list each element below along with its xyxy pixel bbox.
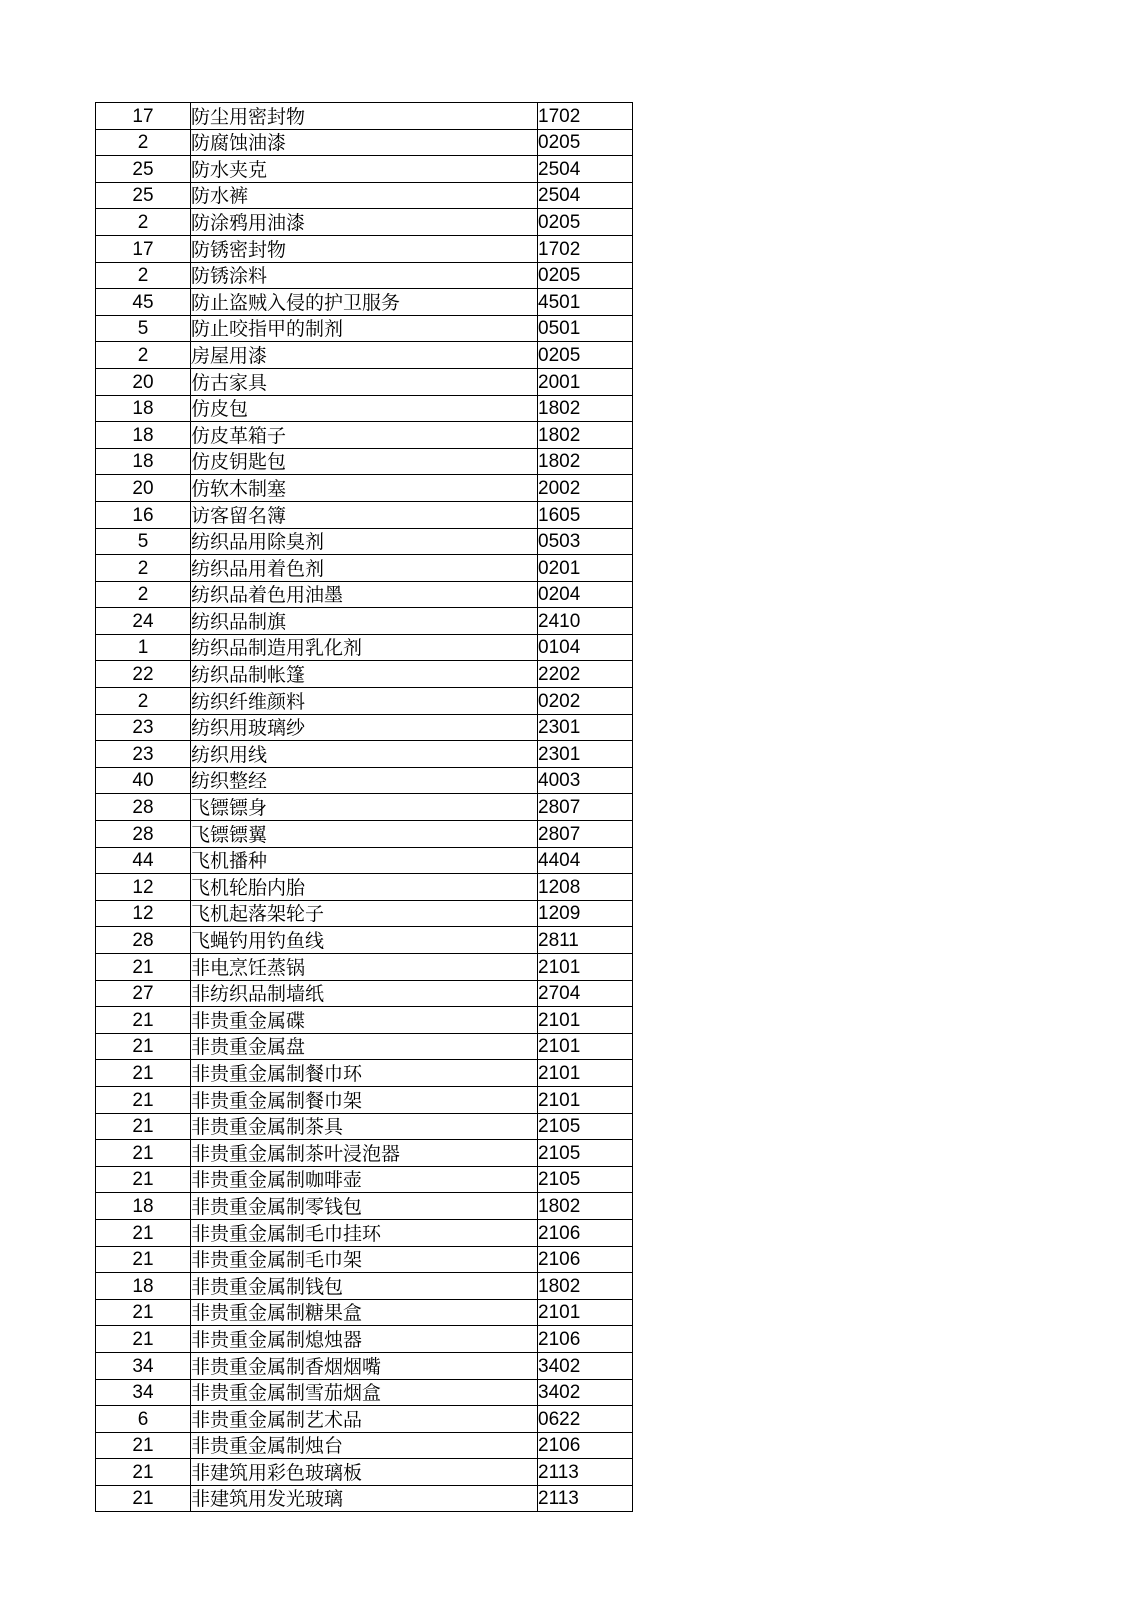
class-number-cell: 16 — [96, 501, 191, 528]
goods-name-cell: 飞镖镖身 — [191, 794, 538, 821]
group-code-cell: 1702 — [538, 235, 633, 262]
table-row — [96, 1406, 633, 1433]
group-code-cell: 2704 — [538, 980, 633, 1007]
class-number-cell: 28 — [96, 794, 191, 821]
table-row — [96, 501, 633, 528]
goods-name-cell: 防尘用密封物 — [191, 103, 538, 130]
goods-name-cell: 非贵重金属制毛巾架 — [191, 1246, 538, 1273]
group-code-cell: 2807 — [538, 794, 633, 821]
class-number-cell: 24 — [96, 608, 191, 635]
class-number-cell: 18 — [96, 422, 191, 449]
goods-name-cell: 访客留名簿 — [191, 501, 538, 528]
class-number-cell: 2 — [96, 129, 191, 156]
class-number-cell: 17 — [96, 235, 191, 262]
group-code-cell: 2113 — [538, 1459, 633, 1486]
goods-name-cell: 纺织用线 — [191, 741, 538, 768]
goods-name-cell: 非贵重金属制香烟烟嘴 — [191, 1352, 538, 1379]
goods-name-cell: 非建筑用彩色玻璃板 — [191, 1459, 538, 1486]
table-row — [96, 980, 633, 1007]
class-number-cell: 40 — [96, 767, 191, 794]
class-number-cell: 12 — [96, 874, 191, 901]
table-row — [96, 475, 633, 502]
class-number-cell: 21 — [96, 1033, 191, 1060]
table-row — [96, 954, 633, 981]
goods-name-cell: 纺织纤维颜料 — [191, 688, 538, 715]
class-number-cell: 21 — [96, 1166, 191, 1193]
goods-name-cell: 飞蝇钓用钓鱼线 — [191, 927, 538, 954]
table-row — [96, 1033, 633, 1060]
class-number-cell: 6 — [96, 1406, 191, 1433]
group-code-cell: 2105 — [538, 1140, 633, 1167]
goods-name-cell: 非贵重金属制糖果盒 — [191, 1299, 538, 1326]
group-code-cell: 0204 — [538, 581, 633, 608]
goods-name-cell: 纺织品用着色剂 — [191, 555, 538, 582]
table-row — [96, 741, 633, 768]
class-number-cell: 23 — [96, 714, 191, 741]
class-number-cell: 21 — [96, 1459, 191, 1486]
class-number-cell: 21 — [96, 1246, 191, 1273]
group-code-cell: 4404 — [538, 847, 633, 874]
table-row — [96, 874, 633, 901]
group-code-cell: 1208 — [538, 874, 633, 901]
goods-name-cell: 仿皮包 — [191, 395, 538, 422]
class-number-cell: 1 — [96, 634, 191, 661]
goods-name-cell: 防涂鸦用油漆 — [191, 209, 538, 236]
group-code-cell: 2001 — [538, 368, 633, 395]
class-number-cell: 21 — [96, 1007, 191, 1034]
goods-name-cell: 非贵重金属盘 — [191, 1033, 538, 1060]
goods-name-cell: 非贵重金属制烛台 — [191, 1432, 538, 1459]
goods-name-cell: 飞机播种 — [191, 847, 538, 874]
goods-name-cell: 非贵重金属制雪茄烟盒 — [191, 1379, 538, 1406]
table-row — [96, 1007, 633, 1034]
group-code-cell: 3402 — [538, 1352, 633, 1379]
group-code-cell: 2504 — [538, 182, 633, 209]
table-row — [96, 794, 633, 821]
goods-name-cell: 仿古家具 — [191, 368, 538, 395]
table-row — [96, 1166, 633, 1193]
table-row — [96, 927, 633, 954]
table-row — [96, 209, 633, 236]
goods-classification-sheet — [95, 102, 633, 1512]
class-number-cell: 5 — [96, 315, 191, 342]
class-number-cell: 34 — [96, 1379, 191, 1406]
goods-name-cell: 防水夹克 — [191, 156, 538, 183]
class-number-cell: 20 — [96, 475, 191, 502]
group-code-cell: 2105 — [538, 1166, 633, 1193]
class-number-cell: 5 — [96, 528, 191, 555]
goods-name-cell: 纺织品制帐篷 — [191, 661, 538, 688]
class-number-cell: 2 — [96, 688, 191, 715]
class-number-cell: 2 — [96, 555, 191, 582]
class-number-cell: 2 — [96, 209, 191, 236]
class-number-cell: 34 — [96, 1352, 191, 1379]
table-row — [96, 156, 633, 183]
class-number-cell: 21 — [96, 1086, 191, 1113]
group-code-cell: 2101 — [538, 1086, 633, 1113]
goods-name-cell: 非电烹饪蒸锅 — [191, 954, 538, 981]
goods-name-cell: 非贵重金属制餐巾环 — [191, 1060, 538, 1087]
class-number-cell: 23 — [96, 741, 191, 768]
goods-name-cell: 非贵重金属制茶具 — [191, 1113, 538, 1140]
group-code-cell: 1209 — [538, 900, 633, 927]
group-code-cell: 2202 — [538, 661, 633, 688]
table-row — [96, 821, 633, 848]
goods-name-cell: 房屋用漆 — [191, 342, 538, 369]
table-row — [96, 661, 633, 688]
table-row — [96, 129, 633, 156]
group-code-cell: 1702 — [538, 103, 633, 130]
table-row — [96, 235, 633, 262]
table-row — [96, 315, 633, 342]
table-row — [96, 448, 633, 475]
group-code-cell: 2101 — [538, 1299, 633, 1326]
table-row — [96, 1140, 633, 1167]
group-code-cell: 2101 — [538, 1007, 633, 1034]
goods-name-cell: 防水裤 — [191, 182, 538, 209]
table-row — [96, 182, 633, 209]
goods-name-cell: 非贵重金属制茶叶浸泡器 — [191, 1140, 538, 1167]
table-row — [96, 395, 633, 422]
class-number-cell: 21 — [96, 1140, 191, 1167]
class-number-cell: 25 — [96, 156, 191, 183]
table-row — [96, 1326, 633, 1353]
group-code-cell: 0503 — [538, 528, 633, 555]
group-code-cell: 4501 — [538, 289, 633, 316]
goods-name-cell: 非贵重金属制钱包 — [191, 1273, 538, 1300]
table-row — [96, 1060, 633, 1087]
group-code-cell: 1802 — [538, 1193, 633, 1220]
group-code-cell: 2504 — [538, 156, 633, 183]
class-number-cell: 21 — [96, 954, 191, 981]
goods-name-cell: 防锈涂料 — [191, 262, 538, 289]
goods-name-cell: 非贵重金属制餐巾架 — [191, 1086, 538, 1113]
table-row — [96, 714, 633, 741]
class-number-cell: 21 — [96, 1219, 191, 1246]
table-row — [96, 1113, 633, 1140]
table-row — [96, 342, 633, 369]
goods-name-cell: 飞机轮胎内胎 — [191, 874, 538, 901]
group-code-cell: 2101 — [538, 1033, 633, 1060]
group-code-cell: 1802 — [538, 422, 633, 449]
goods-name-cell: 飞镖镖翼 — [191, 821, 538, 848]
group-code-cell: 0202 — [538, 688, 633, 715]
class-number-cell: 18 — [96, 448, 191, 475]
class-number-cell: 17 — [96, 103, 191, 130]
table-row — [96, 1086, 633, 1113]
group-code-cell: 0205 — [538, 262, 633, 289]
class-number-cell: 2 — [96, 581, 191, 608]
group-code-cell: 0205 — [538, 342, 633, 369]
group-code-cell: 0205 — [538, 209, 633, 236]
group-code-cell: 0201 — [538, 555, 633, 582]
table-row — [96, 634, 633, 661]
table-row — [96, 688, 633, 715]
group-code-cell: 2106 — [538, 1219, 633, 1246]
goods-name-cell: 纺织品着色用油墨 — [191, 581, 538, 608]
class-number-cell: 25 — [96, 182, 191, 209]
group-code-cell: 2101 — [538, 1060, 633, 1087]
table-row — [96, 1246, 633, 1273]
table-row — [96, 555, 633, 582]
table-row — [96, 1193, 633, 1220]
goods-name-cell: 非贵重金属碟 — [191, 1007, 538, 1034]
group-code-cell: 1802 — [538, 448, 633, 475]
class-number-cell: 21 — [96, 1326, 191, 1353]
table-row — [96, 900, 633, 927]
group-code-cell: 2106 — [538, 1432, 633, 1459]
group-code-cell: 2101 — [538, 954, 633, 981]
group-code-cell: 2410 — [538, 608, 633, 635]
goods-name-cell: 非贵重金属制熄烛器 — [191, 1326, 538, 1353]
goods-name-cell: 仿皮钥匙包 — [191, 448, 538, 475]
group-code-cell: 2301 — [538, 741, 633, 768]
class-number-cell: 28 — [96, 927, 191, 954]
table-row — [96, 581, 633, 608]
class-number-cell: 21 — [96, 1299, 191, 1326]
group-code-cell: 0104 — [538, 634, 633, 661]
goods-name-cell: 非建筑用发光玻璃 — [191, 1485, 538, 1512]
goods-name-cell: 仿皮革箱子 — [191, 422, 538, 449]
table-row — [96, 767, 633, 794]
table-row — [96, 608, 633, 635]
table-row — [96, 1352, 633, 1379]
group-code-cell: 2106 — [538, 1326, 633, 1353]
class-number-cell: 45 — [96, 289, 191, 316]
goods-name-cell: 非贵重金属制毛巾挂环 — [191, 1219, 538, 1246]
group-code-cell: 2811 — [538, 927, 633, 954]
table-row — [96, 528, 633, 555]
group-code-cell: 0622 — [538, 1406, 633, 1433]
table-row — [96, 1432, 633, 1459]
class-number-cell: 18 — [96, 1193, 191, 1220]
table-row — [96, 1299, 633, 1326]
group-code-cell: 4003 — [538, 767, 633, 794]
table-row — [96, 262, 633, 289]
goods-table — [95, 102, 633, 1512]
goods-name-cell: 非纺织品制墙纸 — [191, 980, 538, 1007]
group-code-cell: 2807 — [538, 821, 633, 848]
group-code-cell: 1802 — [538, 395, 633, 422]
group-code-cell: 2106 — [538, 1246, 633, 1273]
class-number-cell: 2 — [96, 262, 191, 289]
class-number-cell: 21 — [96, 1485, 191, 1512]
class-number-cell: 18 — [96, 1273, 191, 1300]
table-row — [96, 1379, 633, 1406]
table-row — [96, 1273, 633, 1300]
group-code-cell: 1605 — [538, 501, 633, 528]
goods-name-cell: 非贵重金属制零钱包 — [191, 1193, 538, 1220]
class-number-cell: 20 — [96, 368, 191, 395]
class-number-cell: 21 — [96, 1432, 191, 1459]
table-row — [96, 1485, 633, 1512]
group-code-cell: 3402 — [538, 1379, 633, 1406]
class-number-cell: 18 — [96, 395, 191, 422]
table-row — [96, 1459, 633, 1486]
table-row — [96, 1219, 633, 1246]
group-code-cell: 2301 — [538, 714, 633, 741]
goods-name-cell: 非贵重金属制咖啡壶 — [191, 1166, 538, 1193]
goods-name-cell: 纺织品制旗 — [191, 608, 538, 635]
group-code-cell: 1802 — [538, 1273, 633, 1300]
class-number-cell: 27 — [96, 980, 191, 1007]
class-number-cell: 21 — [96, 1113, 191, 1140]
table-row — [96, 368, 633, 395]
goods-name-cell: 纺织品用除臭剂 — [191, 528, 538, 555]
goods-name-cell: 非贵重金属制艺术品 — [191, 1406, 538, 1433]
goods-name-cell: 纺织整经 — [191, 767, 538, 794]
class-number-cell: 2 — [96, 342, 191, 369]
goods-name-cell: 防止盗贼入侵的护卫服务 — [191, 289, 538, 316]
class-number-cell: 44 — [96, 847, 191, 874]
goods-name-cell: 仿软木制塞 — [191, 475, 538, 502]
table-body — [96, 103, 633, 1512]
group-code-cell: 2002 — [538, 475, 633, 502]
table-row — [96, 289, 633, 316]
goods-name-cell: 防腐蚀油漆 — [191, 129, 538, 156]
goods-name-cell: 纺织用玻璃纱 — [191, 714, 538, 741]
group-code-cell: 2105 — [538, 1113, 633, 1140]
class-number-cell: 12 — [96, 900, 191, 927]
class-number-cell: 28 — [96, 821, 191, 848]
table-row — [96, 422, 633, 449]
group-code-cell: 2113 — [538, 1485, 633, 1512]
class-number-cell: 21 — [96, 1060, 191, 1087]
table-row — [96, 103, 633, 130]
class-number-cell: 22 — [96, 661, 191, 688]
goods-name-cell: 飞机起落架轮子 — [191, 900, 538, 927]
goods-name-cell: 防锈密封物 — [191, 235, 538, 262]
group-code-cell: 0205 — [538, 129, 633, 156]
goods-name-cell: 防止咬指甲的制剂 — [191, 315, 538, 342]
group-code-cell: 0501 — [538, 315, 633, 342]
goods-name-cell: 纺织品制造用乳化剂 — [191, 634, 538, 661]
table-row — [96, 847, 633, 874]
